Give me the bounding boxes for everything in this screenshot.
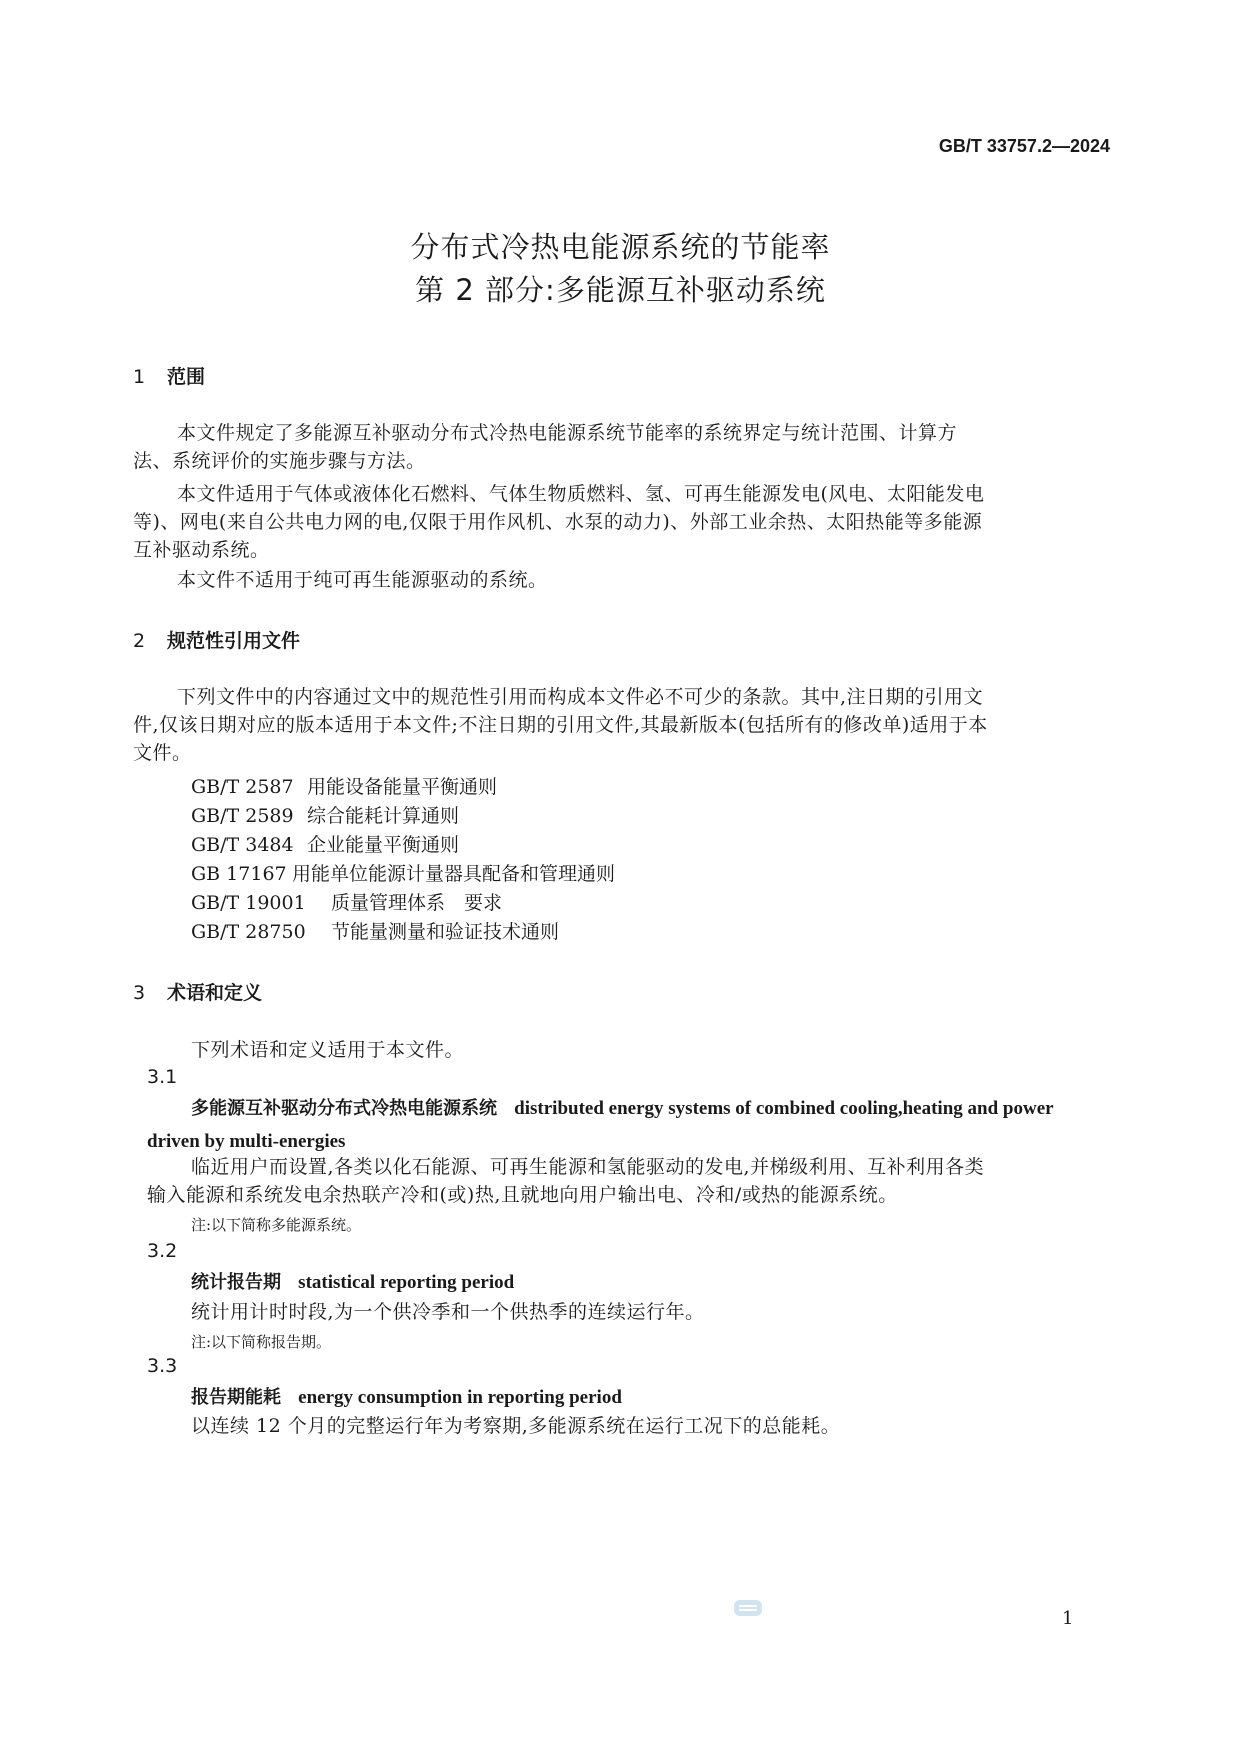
reference-code: GB/T 28750 <box>191 921 306 943</box>
reference-title: 用能单位能源计量器具配备和管理通则 <box>292 863 616 885</box>
reference-item <box>191 830 459 857</box>
term-entry <box>147 1092 1107 1158</box>
reference-item <box>191 801 459 828</box>
term-en: energy consumption in reporting period <box>298 1387 622 1408</box>
reference-code: GB/T 19001 <box>191 892 306 914</box>
term-number: 3.2 <box>147 1240 178 1262</box>
reference-code: GB/T 3484 <box>191 834 294 856</box>
term-en: statistical reporting period <box>298 1272 515 1293</box>
term-number: 3.3 <box>147 1355 178 1377</box>
term-number: 3.1 <box>147 1066 178 1088</box>
standard-number: GB/T 33757.2—2024 <box>938 136 1110 156</box>
note: 注:以下简称报告期。 <box>191 1333 332 1351</box>
reference-title: 节能量测量和验证技术通则 <box>331 921 560 943</box>
reference-code: GB 17167 <box>191 863 287 885</box>
term-entry <box>147 1381 1107 1414</box>
section-title: 术语和定义 <box>167 982 263 1004</box>
paragraph: 下列术语和定义适用于本文件。 <box>191 1039 465 1061</box>
section-title: 范围 <box>167 366 206 388</box>
note: 注:以下简称多能源系统。 <box>191 1216 362 1234</box>
paragraph: 本文件适用于气体或液体化石燃料、气体生物质燃料、氢、可再生能源发电(风电、太阳能发电等)、网电(来自公共电力网的电,仅限于用作风机、水泵的动力)、外部工业余热、太阳热能等多能源互补驱动系统。 <box>133 483 985 561</box>
paragraph: 本文件规定了多能源互补驱动分布式冷热电能源系统节能率的系统界定与统计范围、计算方法、系统评价的实施步骤与方法。 <box>133 422 958 472</box>
section-3-heading <box>133 978 262 1005</box>
section-2-heading <box>133 626 300 653</box>
reference-item <box>191 917 559 944</box>
paragraph: 本文件不适用于纯可再生能源驱动的系统。 <box>177 569 548 591</box>
sac-watermark-icon <box>733 1597 763 1619</box>
term-definition: 临近用户而设置,各类以化石能源、可再生能源和氢能驱动的发电,并梯级利用、互补利用各类输入能源和系统发电余热联产冷和(或)热,且就地向用户输出电、冷和/或热的能源系统。 <box>147 1156 985 1206</box>
term-zh: 统计报告期 <box>191 1272 281 1293</box>
section-1-heading <box>133 362 205 389</box>
document-subtitle: 第 2 部分:多能源互补驱动系统 <box>415 273 826 307</box>
reference-title: 质量管理体系 要求 <box>331 892 503 914</box>
reference-item <box>191 772 497 799</box>
document-title: 分布式冷热电能源系统的节能率 <box>410 230 831 264</box>
term-entry <box>147 1266 1107 1299</box>
reference-title: 综合能耗计算通则 <box>307 805 460 827</box>
term-definition: 以连续 12 个月的完整运行年为考察期,多能源系统在运行工况下的总能耗。 <box>191 1415 841 1437</box>
reference-title: 用能设备能量平衡通则 <box>307 776 498 798</box>
reference-item <box>191 888 502 915</box>
term-definition: 统计用计时时段,为一个供冷季和一个供热季的连续运行年。 <box>191 1301 705 1323</box>
section-number: 1 <box>133 366 146 388</box>
reference-item <box>191 859 615 886</box>
reference-code: GB/T 2587 <box>191 776 294 798</box>
reference-code: GB/T 2589 <box>191 805 294 827</box>
section-number: 2 <box>133 630 146 652</box>
reference-title: 企业能量平衡通则 <box>307 834 460 856</box>
term-zh: 报告期能耗 <box>191 1387 281 1408</box>
section-number: 3 <box>133 982 146 1004</box>
section-title: 规范性引用文件 <box>167 630 301 652</box>
term-en: distributed energy systems of combined cooling,heating and power driven by multi-energies <box>147 1098 1054 1152</box>
term-zh: 多能源互补驱动分布式冷热电能源系统 <box>191 1098 497 1119</box>
page-number: 1 <box>1062 1608 1074 1629</box>
paragraph: 下列文件中的内容通过文中的规范性引用而构成本文件必不可少的条款。其中,注日期的引用文件,仅该日期对应的版本适用于本文件;不注日期的引用文件,其最新版本(包括所有的修改单)适用于本文件。 <box>133 686 988 764</box>
